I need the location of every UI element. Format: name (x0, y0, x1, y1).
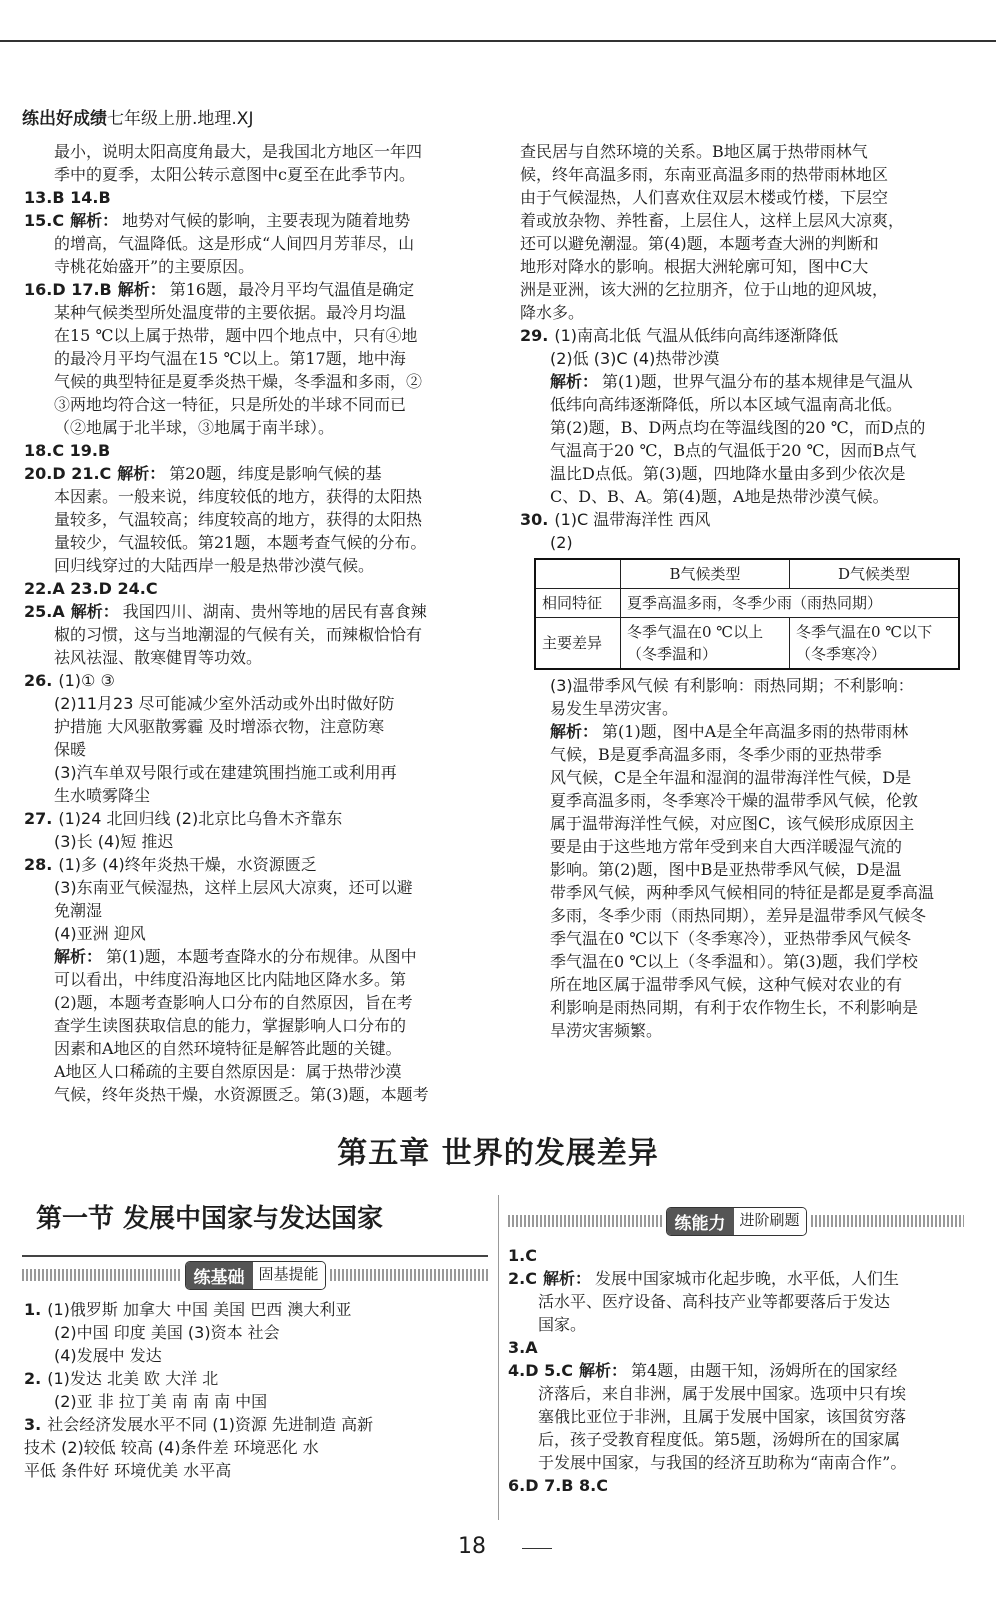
explanation-text: 气候，B是夏季高温多雨，冬季少雨的亚热带季 (550, 745, 882, 764)
explanation-text: 风气候，C是全年温和湿润的温带海洋性气候，D是 (550, 768, 912, 787)
answer-text: 平低 条件好 环境优美 水平高 (24, 1461, 232, 1480)
text-line (520, 485, 976, 508)
table-corner (535, 559, 621, 589)
text-line (508, 1290, 964, 1313)
text-line (24, 715, 492, 738)
text-line (520, 858, 976, 881)
explanation-text: 着或放杂物、养牲畜，上层住人，这样上层风大凉爽， (520, 211, 905, 230)
text-line (508, 1313, 964, 1336)
answer-text: (2) (550, 533, 573, 552)
text-line (520, 209, 976, 232)
question-number: 16.D 17.B (24, 280, 112, 299)
text-line (520, 697, 976, 720)
answer-text: (2)11月23 尽可能减少室外活动或外出时做好防 (54, 694, 395, 713)
explanation-text: 第(1)题，图中A是全年高温多雨的热带雨林 (602, 722, 909, 741)
explanation-text: 气候，终年炎热干燥，水资源匮乏。第(3)题，本题考 (54, 1085, 429, 1104)
question-number: 30. (520, 510, 549, 529)
text-line (508, 1244, 964, 1267)
question-number: 1. (24, 1300, 42, 1319)
answer-text: (4)发展中 发达 (54, 1346, 162, 1365)
explanation-text: A地区人口稀疏的主要自然原因是：属于热带沙漠 (54, 1062, 402, 1081)
explanation-text: 影响。第(2)题，图中B是亚热带季风气候，D是温 (550, 860, 902, 879)
explanation-text: 气温高于20 ℃，B点的气温低于20 ℃，因而B点气 (550, 441, 917, 460)
text-line (24, 140, 492, 163)
text-line (24, 692, 492, 715)
answer-text: (3)温带季风气候 有利影响：雨热同期；不利影响： (550, 676, 914, 695)
tag-main: 练基础 (186, 1262, 253, 1289)
explanation-text: 带季风气候，两种季风气候相同的特征是都是夏季高温 (550, 883, 935, 902)
running-header (22, 104, 253, 129)
question-number: 2. (24, 1369, 42, 1388)
answer-text: (3)长 (4)短 推迟 (54, 832, 174, 851)
text-line (520, 950, 976, 973)
text-line (520, 766, 976, 789)
question-number: 29. (520, 326, 549, 345)
diff-d-cell: 冬季气温在0 ℃以下（冬季寒冷） (790, 618, 960, 670)
text-line (24, 784, 492, 807)
question-number: 28. (24, 855, 53, 874)
text-line (24, 761, 492, 784)
question-number: 15.C (24, 211, 65, 230)
text-line (508, 1382, 964, 1405)
text-line (24, 738, 492, 761)
question-number: 26. (24, 671, 53, 690)
basic-practice-tag (185, 1261, 326, 1290)
tag-sub: 固基提能 (253, 1262, 325, 1289)
dotted-rule (811, 1215, 965, 1227)
text-line (24, 554, 492, 577)
text-line (508, 1336, 964, 1359)
text-line (24, 1367, 492, 1390)
explanation-text: 第16题，最冷月平均气温值是确定 (169, 280, 415, 299)
text-line (520, 973, 976, 996)
text-line (24, 623, 492, 646)
basic-practice-band (22, 1262, 488, 1288)
text-line (24, 807, 492, 830)
text-line (520, 370, 976, 393)
text-line (520, 812, 976, 835)
explanation-text: 由于气候湿热，人们喜欢住双层木楼或竹楼，下层空 (520, 188, 889, 207)
answer-text: (3)汽车单双号限行或在建建筑围挡施工或利用再 (54, 763, 397, 782)
text-line (24, 1321, 492, 1344)
text-line (520, 508, 976, 531)
explanation-text: 国家。 (538, 1315, 587, 1334)
text-line (520, 255, 976, 278)
answer-text: (1)多 (4)终年炎热干燥，水资源匮乏 (58, 855, 317, 874)
question-number: 4.D 5.C (508, 1361, 574, 1380)
text-line (520, 927, 976, 950)
ability-practice-band (508, 1208, 964, 1234)
text-line (24, 485, 492, 508)
explanation-text: 回归线穿过的大陆西岸一般是热带沙漠气候。 (54, 556, 375, 575)
explanation-text: 属于温带海洋性气候，对应图C，该气候形成原因主 (550, 814, 915, 833)
text-line (24, 991, 492, 1014)
explanation-text: 第4题，由题干知，汤姆所在的国家经 (631, 1361, 898, 1380)
question-number: 27. (24, 809, 53, 828)
text-line (24, 531, 492, 554)
explanation-text: 因素和A地区的自然环境特征是解答此题的关键。 (54, 1039, 402, 1058)
question-number: 2.C (508, 1269, 537, 1288)
explanation-text: 第(2)题，B、D两点均在等温线图的20 ℃，而D点的 (550, 418, 926, 437)
explanation-text: 气候的典型特征是夏季炎热干燥，冬季温和多雨，② (54, 372, 423, 391)
explanation-text: (2)题，本题考查影响人口分布的自然原因，旨在考 (54, 993, 413, 1012)
explanation-text: （②地属于北半球，③地属于南半球）。 (54, 418, 335, 437)
explanation-text: 季气温在0 ℃以下（冬季寒冷），亚热带季风气候冬 (550, 929, 912, 948)
text-line (24, 876, 492, 899)
explanation-text: 可以看出，中纬度沿海地区比内陆地区降水多。第 (54, 970, 407, 989)
text-line (24, 968, 492, 991)
explanation-text: 夏季高温多雨，冬季寒冷干燥的温带季风气候，伦敦 (550, 791, 919, 810)
analysis-label: 解析： (117, 464, 166, 483)
text-line (520, 835, 976, 858)
table-head-d: D气候类型 (790, 559, 960, 589)
table-head-b: B气候类型 (621, 559, 790, 589)
text-line (24, 186, 492, 209)
question-number: 18.C 19.B (24, 441, 111, 460)
answer-text: 技术 (2)较低 较高 (4)条件差 环境恶化 水 (24, 1438, 319, 1457)
text-line (520, 416, 976, 439)
explanation-text: 旱涝灾害频繁。 (550, 1021, 663, 1040)
text-line (24, 370, 492, 393)
analysis-label: 解析： (579, 1361, 628, 1380)
explanation-text: 某种气候类型所处温度带的主要依据。最冷月均温 (54, 303, 407, 322)
text-line (520, 232, 976, 255)
row-label-same: 相同特征 (535, 589, 621, 618)
top-rule (0, 40, 996, 42)
text-line (520, 996, 976, 1019)
question-number: 1.C (508, 1246, 537, 1265)
answer-text: 保暖 (54, 740, 87, 759)
question-number: 3.A (508, 1338, 538, 1357)
diff-b-cell: 冬季气温在0 ℃以上（冬季温和） (621, 618, 790, 670)
answer-text: (1)俄罗斯 加拿大 中国 美国 巴西 澳大利亚 (47, 1300, 352, 1319)
analysis-label: 解析： (70, 602, 119, 621)
text-line (520, 301, 976, 324)
question-number: 20.D 21.C (24, 464, 112, 483)
column-divider (498, 1195, 499, 1520)
dotted-rule (508, 1215, 662, 1227)
explanation-text: 寺桃花始盛开”的主要原因。 (54, 257, 255, 276)
text-line (24, 600, 492, 623)
text-line (24, 278, 492, 301)
explanation-text: 我国四川、湖南、贵州等地的居民有喜食辣 (122, 602, 427, 621)
text-line (24, 1413, 492, 1436)
text-line (520, 904, 976, 927)
text-line (24, 1436, 492, 1459)
answer-text: (4)亚洲 迎风 (54, 924, 146, 943)
question-number: 13.B 14.B (24, 188, 111, 207)
text-line (520, 439, 976, 462)
explanation-text: 最小，说明太阳高度角最大，是我国北方地区一年四 (54, 142, 423, 161)
text-line (24, 853, 492, 876)
answer-text: 易发生旱涝灾害。 (550, 699, 679, 718)
explanation-text: 低纬向高纬逐渐降低，所以本区域气温南高北低。 (550, 395, 903, 414)
section-rule (22, 1255, 488, 1257)
explanation-text: C、D、B、A。第(4)题，A地是热带沙漠气候。 (550, 487, 889, 506)
text-line (508, 1405, 964, 1428)
text-line (24, 1083, 492, 1106)
explanation-text: 地势对气候的影响，主要表现为随着地势 (122, 211, 411, 230)
explanation-text: 后，孩子受教育程度低。第5题，汤姆所在的国家属 (538, 1430, 901, 1449)
explanation-text: 第20题，纬度是影响气候的基 (169, 464, 382, 483)
explanation-text: 候，终年高温多雨，东南亚高温多雨的热带雨林地区 (520, 165, 889, 184)
text-line (24, 232, 492, 255)
explanation-text: 祛风祛湿、散寒健胃等功效。 (54, 648, 263, 667)
same-feature-cell: 夏季高温多雨，冬季少雨（雨热同期） (621, 589, 960, 618)
text-line (24, 462, 492, 485)
explanation-text: 的最冷月平均气温在15 ℃以上。第17题，地中海 (54, 349, 406, 368)
climate-compare-table (534, 558, 960, 670)
right-column (520, 140, 976, 1042)
text-line (24, 508, 492, 531)
text-line (520, 531, 976, 554)
text-line (24, 1060, 492, 1083)
answer-text: (3)东南亚气候湿热，这样上层风大凉爽，还可以避 (54, 878, 413, 897)
explanation-text: 多雨，冬季少雨（雨热同期），差异是温带季风气候冬 (550, 906, 927, 925)
ability-practice-tag (666, 1207, 807, 1236)
explanation-text: 所在地区属于温带季风气候，这种气候对农业的有 (550, 975, 903, 994)
answer-text: (2)中国 印度 美国 (3)资本 社会 (54, 1323, 280, 1342)
explanation-text: 于发展中国家，与我国的经济互助称为“南南合作”。 (538, 1453, 907, 1472)
explanation-text: 降水多。 (520, 303, 585, 322)
text-line (520, 789, 976, 812)
text-line (24, 669, 492, 692)
text-line (24, 439, 492, 462)
explanation-text: 查民居与自然环境的关系。B地区属于热带雨林气 (520, 142, 868, 161)
answer-text: (1)南高北低 气温从低纬向高纬逐渐降低 (554, 326, 839, 345)
text-line (508, 1428, 964, 1451)
text-line (508, 1267, 964, 1290)
text-line (520, 186, 976, 209)
analysis-label: 解析： (54, 947, 103, 966)
tag-main: 练能力 (667, 1208, 734, 1235)
explanation-text: 椒的习惯，这与当地潮湿的气候有关，而辣椒恰恰有 (54, 625, 423, 644)
explanation-text: 量较少，气温较低。第21题，本题考查气候的分布。 (54, 533, 427, 552)
analysis-label: 解析： (117, 280, 166, 299)
text-line (24, 1390, 492, 1413)
chapter-title: 第五章 世界的发展差异 (337, 1136, 659, 1171)
basic-answers (24, 1298, 492, 1482)
explanation-text: 季气温在0 ℃以上（冬季温和）。第(3)题，我们学校 (550, 952, 918, 971)
explanation-text: 地形对降水的影响。根据大洲轮廓可知，图中C大 (520, 257, 869, 276)
explanation-text: 发展中国家城市化起步晚，水平低，人们生 (594, 1269, 899, 1288)
text-line (24, 1344, 492, 1367)
text-line (520, 393, 976, 416)
explanation-text: 塞俄比亚位于非洲，且属于发展中国家，该国贫穷落 (538, 1407, 907, 1426)
text-line (24, 163, 492, 186)
answer-text: 免潮湿 (54, 901, 103, 920)
explanation-text: 温比D点低。第(3)题，四地降水量由多到少依次是 (550, 464, 906, 483)
question-number: 25.A (24, 602, 65, 621)
text-line (24, 1298, 492, 1321)
analysis-label: 解析： (542, 1269, 591, 1288)
question-number: 6.D 7.B 8.C (508, 1476, 608, 1495)
book-info: 七年级上册.地理.XJ (107, 109, 254, 129)
answer-text: (1)24 北回归线 (2)北京比乌鲁木齐靠东 (58, 809, 343, 828)
answer-text: (2)亚 非 拉丁美 南 南 南 中国 (54, 1392, 268, 1411)
text-line (520, 881, 976, 904)
explanation-text: 量较多，气温较高；纬度较高的地方，获得的太阳热 (54, 510, 423, 529)
text-line (24, 393, 492, 416)
text-line (24, 830, 492, 853)
explanation-text: 在15 ℃以上属于热带，题中四个地点中，只有④地 (54, 326, 418, 345)
explanation-text: 洲是亚洲，该大洲的乞拉朋齐，位于山地的迎风坡， (520, 280, 889, 299)
text-line (24, 1037, 492, 1060)
answer-text: (2)低 (3)C (4)热带沙漠 (550, 349, 720, 368)
answer-text: (1)C 温带海洋性 西风 (554, 510, 711, 529)
explanation-text: 活水平、医疗设备、高科技产业等都要落后于发达 (538, 1292, 891, 1311)
answer-text: 生水喷雾降尘 (54, 786, 151, 805)
text-line (520, 324, 976, 347)
text-line (24, 1459, 492, 1482)
text-line (24, 922, 492, 945)
text-line (520, 140, 976, 163)
text-line (24, 209, 492, 232)
explanation-text: 第(1)题，本题考查降水的分布规律。从图中 (106, 947, 417, 966)
text-line (520, 720, 976, 743)
text-line (520, 674, 976, 697)
text-line (24, 416, 492, 439)
explanation-text: 第(1)题，世界气温分布的基本规律是气温从 (602, 372, 913, 391)
answer-text: (1)发达 北美 欧 大洋 北 (47, 1369, 219, 1388)
left-column (24, 140, 492, 1106)
text-line (24, 577, 492, 600)
text-line (24, 899, 492, 922)
explanation-text: 还可以避免潮湿。第(4)题，本题考查大洲的判断和 (520, 234, 879, 253)
text-line (24, 255, 492, 278)
series-name: 练出好成绩 (22, 109, 107, 129)
text-line (508, 1359, 964, 1382)
text-line (520, 347, 976, 370)
explanation-text: 要是由于这些地方常年受到来自大西洋暖湿气流的 (550, 837, 903, 856)
dotted-rule (330, 1269, 489, 1281)
ability-answers (508, 1244, 964, 1497)
text-line (520, 278, 976, 301)
text-line (24, 324, 492, 347)
explanation-text: 查学生读图获取信息的能力，掌握影响人口分布的 (54, 1016, 407, 1035)
dotted-rule (22, 1269, 181, 1281)
text-line (520, 462, 976, 485)
question-number: 3. (24, 1415, 42, 1434)
text-line (520, 743, 976, 766)
answer-text: 社会经济发展水平不同 (1)资源 先进制造 高新 (47, 1415, 374, 1434)
explanation-text: 的增高，气温降低。这是形成“人间四月芳菲尽，山 (54, 234, 415, 253)
page-number: 18 (458, 1534, 486, 1559)
explanation-text: 季中的夏季，太阳公转示意图中c夏至在此季节内。 (54, 165, 415, 184)
explanation-text: 本因素。一般来说，纬度较低的地方，获得的太阳热 (54, 487, 423, 506)
section-title: 第一节 发展中国家与发达国家 (36, 1204, 384, 1234)
text-line (24, 646, 492, 669)
text-line (520, 163, 976, 186)
explanation-text: 利影响是雨热同期，有利于农作物生长，不利影响是 (550, 998, 919, 1017)
analysis-label: 解析： (550, 372, 599, 391)
text-line (24, 347, 492, 370)
row-label-diff: 主要差异 (535, 618, 621, 670)
text-line (508, 1451, 964, 1474)
text-line (24, 945, 492, 968)
analysis-label: 解析： (550, 722, 599, 741)
analysis-label: 解析： (70, 211, 119, 230)
text-line (24, 301, 492, 324)
text-line (24, 1014, 492, 1037)
answer-text: (1)① ③ (58, 671, 115, 690)
text-line (520, 1019, 976, 1042)
explanation-text: ③两地均符合这一特征，只是所处的半球不同而已 (54, 395, 407, 414)
answer-text: 护措施 大风驱散雾霾 及时增添衣物，注意防寒 (54, 717, 385, 736)
page-number-rule (522, 1548, 552, 1549)
tag-sub: 进阶刷题 (734, 1208, 806, 1235)
question-number: 22.A 23.D 24.C (24, 579, 158, 598)
text-line (508, 1474, 964, 1497)
explanation-text: 济落后，来自非洲，属于发展中国家。选项中只有埃 (538, 1384, 907, 1403)
